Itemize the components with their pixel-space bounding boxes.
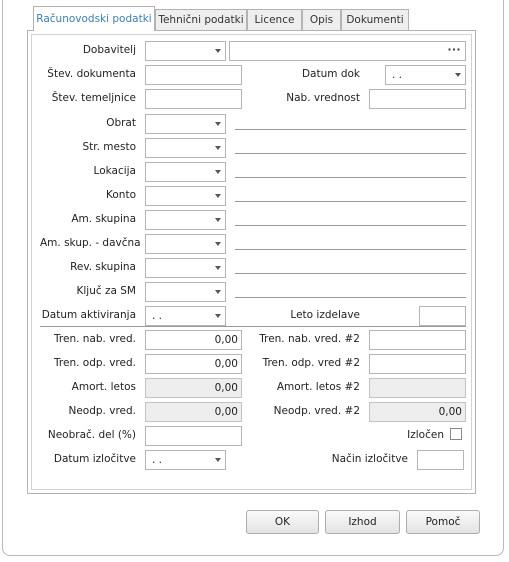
dobavitelj-name-field[interactable] [229,41,466,61]
ellipsis-icon[interactable]: ··· [447,44,461,56]
konto-description-line [235,201,466,202]
section-divider [40,326,466,327]
izlocen-checkbox[interactable] [450,428,462,440]
tren-nab-vred-input[interactable]: 0,00 [145,330,242,350]
datum-aktiviranja-value: . . [152,310,163,322]
chevron-down-icon [215,146,221,150]
am-skupina-label: Am. skupina [71,213,136,225]
lokacija-select[interactable] [145,162,226,182]
nab-vrednost-input[interactable] [369,89,466,109]
nacin-izlocitve-label: Način izločitve [331,453,408,465]
chevron-down-icon [215,122,221,126]
tab-tehnicni-podatki[interactable]: Tehnični podatki [155,9,247,30]
amort-letos-field: 0,00 [145,378,242,398]
kljuc-za-sm-label: Ključ za SM [76,285,136,297]
amort-letos-label: Amort. letos [71,381,136,393]
am-skup-davcna-select[interactable] [145,234,226,254]
am-skupina-select[interactable] [145,210,226,230]
kljuc-za-sm-select[interactable] [145,282,226,302]
rev-skupina-label: Rev. skupina [70,261,136,273]
kljuc-za-sm-description-line [235,297,466,298]
am-skup-davcna-description-line [235,249,466,250]
stev-temeljnice-label: Štev. temeljnice [51,92,136,104]
tab-opis[interactable]: Opis [302,9,341,30]
datum-izlocitve-picker[interactable] [145,450,226,470]
neobrac-del-input[interactable] [145,426,242,446]
datum-izlocitve-value: . . [152,454,163,466]
leto-izdelave-label: Leto izdelave [290,309,360,321]
chevron-down-icon [215,49,221,53]
amort-letos-2-field [369,378,466,398]
chevron-down-icon [455,73,461,77]
rev-skupina-select[interactable] [145,258,226,278]
rev-skupina-description-line [235,273,466,274]
neodp-vred-2-label: Neodp. vred. #2 [273,405,360,417]
tab-dokumenti[interactable]: Dokumenti [341,9,409,30]
datum-izlocitve-label: Datum izločitve [53,453,136,465]
izhod-button[interactable]: Izhod [325,510,400,534]
chevron-down-icon [215,290,221,294]
lokacija-label: Lokacija [93,165,136,177]
tren-nab-vred-2-label: Tren. nab. vred. #2 [259,333,360,345]
am-skup-davcna-label: Am. skup. - davčna [40,237,141,249]
neodp-vred-label: Neodp. vred. [68,405,136,417]
chevron-down-icon [215,266,221,270]
stev-temeljnice-input[interactable] [145,89,242,109]
datum-dok-label: Datum dok [301,68,360,80]
neobrac-del-label: Neobrač. del (%) [47,429,136,441]
nacin-izlocitve-input[interactable] [417,450,464,470]
chevron-down-icon [215,218,221,222]
obrat-description-line [235,129,466,130]
datum-aktiviranja-picker[interactable] [145,306,226,326]
tren-odp-vred-label: Tren. odp. vred. [54,357,136,369]
lokacija-description-line [235,177,466,178]
stev-dokumenta-input[interactable] [145,65,242,85]
str-mesto-label: Str. mesto [82,141,136,153]
leto-izdelave-input[interactable] [419,306,466,326]
chevron-down-icon [215,458,221,462]
datum-aktiviranja-label: Datum aktiviranja [41,309,136,321]
neodp-vred-field: 0,00 [145,402,242,422]
tab-licence[interactable]: Licence [247,9,302,30]
obrat-select[interactable] [145,114,226,134]
datum-dok-value: . . [392,69,403,81]
nab-vrednost-label: Nab. vrednost [286,92,360,104]
tren-odp-vred-2-label: Tren. odp. vred #2 [262,357,360,369]
chevron-down-icon [215,170,221,174]
chevron-down-icon [215,314,221,318]
am-skupina-description-line [235,225,466,226]
tren-odp-vred-2-input[interactable] [369,354,466,374]
pomoc-button[interactable]: Pomoč [406,510,480,534]
izlocen-label: Izločen [407,429,444,441]
konto-label: Konto [106,189,136,201]
tren-odp-vred-input[interactable]: 0,00 [145,354,242,374]
konto-select[interactable] [145,186,226,206]
dobavitelj-select[interactable] [145,41,226,61]
amort-letos-2-label: Amort. letos #2 [276,381,360,393]
stev-dokumenta-label: Štev. dokumenta [47,68,136,80]
ok-button[interactable]: OK [246,510,319,534]
neodp-vred-2-field: 0,00 [369,402,466,422]
tren-nab-vred-2-input[interactable] [369,330,466,350]
chevron-down-icon [215,194,221,198]
str-mesto-select[interactable] [145,138,226,158]
tab-racunovodski-podatki[interactable]: Računovodski podatki [33,6,155,31]
datum-dok-picker[interactable] [385,65,466,85]
obrat-label: Obrat [106,117,136,129]
dobavitelj-label: Dobavitelj [82,44,136,56]
tren-nab-vred-label: Tren. nab. vred. [54,333,136,345]
str-mesto-description-line [235,153,466,154]
chevron-down-icon [215,242,221,246]
